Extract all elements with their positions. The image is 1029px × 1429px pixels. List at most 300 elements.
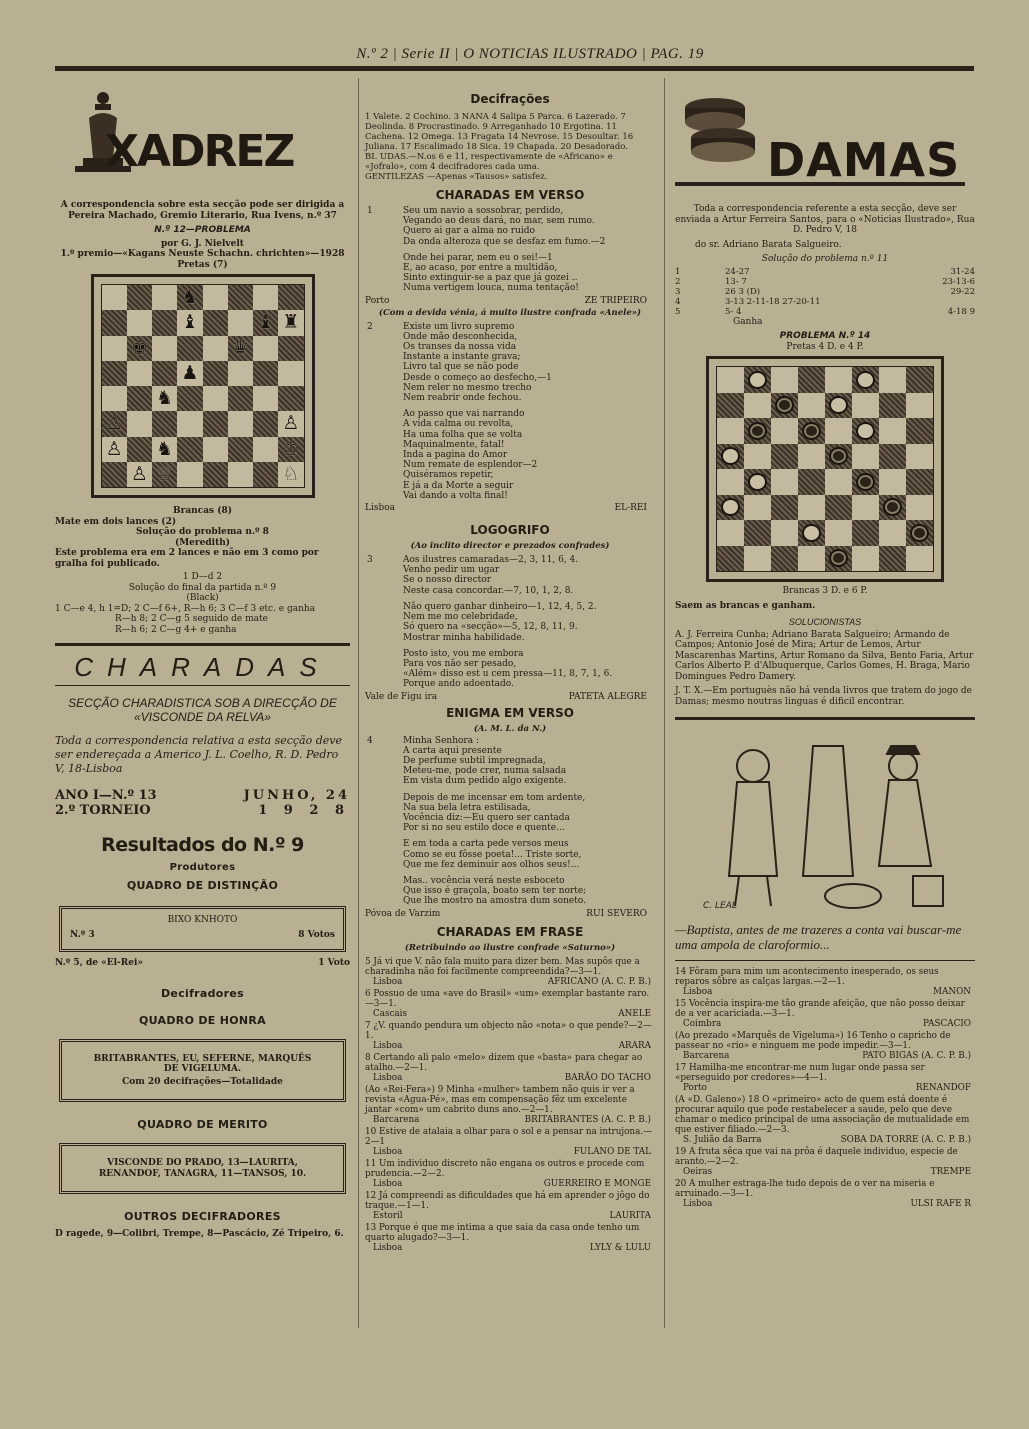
charada-signature — [675, 1083, 975, 1093]
chess-board-grid — [101, 284, 305, 488]
chess-piece-icon: ♜ — [282, 311, 300, 334]
checkers-square — [798, 367, 825, 393]
poem-line: Maquinalmente, fatal! — [403, 439, 505, 450]
checker-piece-icon — [910, 524, 929, 542]
section-rule — [55, 643, 350, 646]
poem-place: Lisboa — [365, 503, 396, 514]
charada-place: Lisboa — [373, 976, 403, 987]
checkers-square — [798, 393, 825, 419]
xadrez-logo — [55, 78, 350, 178]
solution-row — [675, 297, 975, 307]
checker-piece-icon — [829, 396, 848, 414]
charada-place: Lisboa — [373, 1178, 403, 1189]
charada-entry — [675, 1031, 975, 1061]
chess-square — [102, 361, 127, 386]
charada-entry — [675, 1179, 975, 1209]
charada-text: 12 Já compreendi as dificuldades que há em aprender o jôgo do traque.—1—1. — [365, 1190, 650, 1211]
poem-line: Seu um navio a sossobrar, perdido, — [403, 206, 564, 216]
checkers-square — [798, 418, 825, 444]
chess-piece-icon: ♙ — [282, 412, 300, 435]
chess-piece-icon: ♙ — [105, 412, 123, 435]
poem-line: Em vista dum pedido algo exigente. — [403, 776, 567, 787]
chess-square — [228, 462, 253, 487]
checkers-square — [717, 469, 744, 495]
damas-title: DAMAS — [767, 133, 961, 187]
decifracoes-title: Decifrações — [470, 92, 550, 106]
chess-piece-icon: ♞ — [156, 387, 174, 410]
charada-signature — [365, 1147, 655, 1157]
charada-text: 13 Porque é que me intima a que saia da casa onde tenho um quarto alugado?—3—1. — [365, 1222, 640, 1243]
charada-place: Lisboa — [683, 987, 713, 997]
charada-signature — [675, 1199, 975, 1209]
frase-title: CHARADAS EM FRASE — [436, 924, 584, 939]
poem-4-signature — [365, 909, 655, 919]
chess-square — [102, 285, 127, 310]
poem-author: EL-REI — [614, 503, 647, 514]
chess-square — [152, 411, 177, 436]
charada-entry — [365, 1191, 655, 1221]
column-middle — [365, 78, 655, 1255]
checkers-square — [717, 495, 744, 521]
chess-solution-author: (Meredith) — [174, 537, 231, 548]
charada-place: Coimbra — [683, 1019, 722, 1029]
checkers-square — [906, 546, 933, 572]
checkers-square — [798, 495, 825, 521]
charadas-title: CHARADAS — [74, 652, 331, 682]
charada-author: LAURITA — [609, 1210, 651, 1221]
charada-place: Lisboa — [373, 1146, 403, 1157]
checkers-square — [879, 469, 906, 495]
poem-2-dedication: (Com a devida vénia, á muito ilustre confrada «Anele») — [378, 307, 642, 318]
charada-entry — [675, 999, 975, 1029]
chess-solution-move: 1 D—d 2 — [182, 572, 223, 582]
poem-line: Ha uma folha que se volta — [403, 429, 523, 440]
poem-line: Aos ilustres camaradas—2, 3, 11, 6, 4. — [403, 555, 579, 566]
chess-square — [228, 336, 253, 361]
charada-entry — [675, 1095, 975, 1145]
chess-square — [228, 411, 253, 436]
poem-1-lines — [403, 206, 655, 294]
poem-line: Se o nosso director — [403, 575, 492, 586]
checkers-square — [825, 546, 852, 572]
checkers-square — [771, 367, 798, 393]
charada-entry — [675, 1063, 975, 1093]
solution-cell — [905, 297, 975, 307]
poem-line: Desde o começo ao desfecho,—1 — [403, 372, 552, 383]
charada-signature — [675, 1167, 975, 1177]
chess-square — [278, 285, 303, 310]
charada-author: TREMPE — [930, 1167, 971, 1177]
charada-place: Lisboa — [373, 1040, 403, 1051]
chess-square — [127, 285, 152, 310]
checkers-square — [879, 495, 906, 521]
solution-row — [675, 307, 975, 317]
poem-4 — [365, 736, 655, 907]
poem-line: Como se eu fôsse poeta!... Triste sorte, — [403, 849, 582, 860]
charada-entry — [675, 1147, 975, 1177]
decifracoes-text2: BI. UDAS.—N.os 6 e 11, respectivamente de «Africano» e «Jofralo», com 4 decifradores cada uma. — [365, 152, 613, 172]
damas-jtx-note: J. T. X.—Em portuguès não há venda livros que tratem do jogo de Damas; mesmo noutras linguas é dificil encontrar. — [675, 686, 972, 707]
chess-square — [152, 285, 177, 310]
charada-text: (Ao «Rei-Fera») 9 Minha «mulher» tambem não quis ir ver a revista «Agua-Pé», mas em compensação fêz um excelente jantar «com» um cabrito duns ano.—2—1. — [365, 1084, 635, 1115]
poem-line: De perfume subtil impregnada, — [403, 755, 546, 766]
logogrifo-dedication: (Ao inclito director e prezados confrades) — [410, 541, 610, 552]
poem-line: Mostrar minha habilidade. — [403, 632, 525, 643]
charada-place: Lisboa — [683, 1199, 713, 1209]
checker-piece-icon — [829, 447, 848, 465]
chess-square — [177, 411, 202, 436]
section-rule-thin — [55, 685, 350, 686]
checkers-board-grid — [716, 366, 934, 572]
chess-square — [253, 437, 278, 462]
charada-place: Oeiras — [683, 1167, 713, 1177]
chess-square — [102, 411, 127, 436]
chess-final-title: Solução do final da partida n.º 9 — [128, 582, 277, 593]
charada-text: (Ao prezado «Marquês de Vigeluma») 16 Tenho o capricho de passear no «rio» e ninguem me pode impedir.—3—1. — [675, 1031, 951, 1051]
cartoon-caption: —Baptista, antes de me trazeres a conta vai buscar-me uma ampola de claroformio... — [675, 922, 962, 952]
checker-piece-icon — [802, 524, 821, 542]
chess-square — [177, 462, 202, 487]
charada-author: RENANDOF — [915, 1083, 971, 1093]
quadro-honra-title: QUADRO DE HONRA — [139, 1013, 266, 1027]
checkers-square — [744, 469, 771, 495]
checkers-square — [906, 367, 933, 393]
chess-square — [253, 285, 278, 310]
chess-square — [253, 386, 278, 411]
charada-author: MANON — [933, 987, 971, 997]
chess-square — [177, 336, 202, 361]
poem-line: E em toda a carta pede versos meus — [403, 839, 569, 850]
charada-text: 7 ¿V. quando pendura um objecto não «nota» o que pende?—2—1. — [365, 1020, 652, 1041]
charada-place: Barcarena — [373, 1114, 420, 1125]
poem-line: Por si no seu estilo doce e quente... — [403, 823, 565, 834]
checkers-square — [798, 469, 825, 495]
checkers-square — [717, 367, 744, 393]
chess-square — [152, 361, 177, 386]
checkers-square — [717, 418, 744, 444]
charada-author: ARARA — [618, 1040, 651, 1051]
logogrifo-title: LOGOGRIFO — [470, 523, 550, 538]
checker-piece-icon — [748, 422, 767, 440]
poem-line: Neste casa concordar.—7, 10, 1, 2, 8. — [403, 585, 574, 596]
checkers-square — [825, 418, 852, 444]
checkers-square — [744, 444, 771, 470]
checker-piece-icon — [856, 422, 875, 440]
checkers-square — [879, 393, 906, 419]
chess-square — [203, 310, 228, 335]
charada-text: 10 Estive de atalaia a olhar para o sol e a pensar na intrujona.—2—1 — [365, 1126, 652, 1147]
checker-piece-icon — [856, 473, 875, 491]
poem-line: A vida calma ou revolta, — [403, 419, 514, 430]
column-left — [55, 78, 350, 1240]
charada-place: Estoril — [373, 1210, 403, 1221]
charada-signature — [675, 1051, 975, 1061]
charada-author: ULSI RAFE R — [910, 1199, 971, 1209]
chess-piece-icon: ♞ — [156, 437, 174, 460]
charada-author: AFRICANO (A. C. P. B.) — [547, 976, 651, 987]
quadro-distincao-title: QUADRO DE DISTINÇÃO — [126, 879, 279, 892]
poem-line: Só quero na «secção»—5, 12, 8, 11, 9. — [403, 622, 578, 633]
charadas-torneio: 2.º TORNEIO — [55, 803, 151, 818]
chess-square — [152, 310, 177, 335]
chess-square — [127, 462, 152, 487]
chess-square — [102, 336, 127, 361]
poem-line: Não quero ganhar dinheiro—1, 12, 4, 5, 2. — [403, 601, 597, 612]
poem-line: Sinto extinguir-se a paz que já gozei .. — [403, 273, 578, 284]
chess-square — [278, 462, 303, 487]
checkers-square — [852, 469, 879, 495]
damas-solution-table — [675, 267, 975, 317]
checkers-square — [879, 444, 906, 470]
solution-row — [675, 277, 975, 287]
poem-2-signature — [365, 503, 655, 513]
chess-square — [228, 361, 253, 386]
checkers-square — [879, 520, 906, 546]
chess-piece-icon: ♝ — [257, 311, 275, 334]
poem-line: Depois de me incensar em tom ardente, — [403, 792, 586, 803]
chess-square — [177, 386, 202, 411]
frases-list-middle — [365, 957, 655, 1253]
solucionistas-title: SOLUCIONISTAS — [788, 617, 862, 627]
charada-author: BARÃO DO TACHO — [564, 1072, 651, 1083]
poem-line: Quero ai gar a alma no ruido — [403, 226, 535, 237]
charada-author: ANELE — [618, 1008, 651, 1019]
checkers-square — [825, 520, 852, 546]
checkers-square — [825, 444, 852, 470]
poem-place: Porto — [365, 295, 390, 306]
poem-line: Na sua bela letra estilisada, — [403, 802, 531, 813]
chess-square — [152, 386, 177, 411]
poem-1 — [365, 206, 655, 294]
header-rule — [55, 66, 974, 71]
charada-signature — [365, 1115, 655, 1125]
chess-piece-icon: ♙ — [105, 437, 123, 460]
charada-text: 15 Vocência inspira-me tão grande afeição, que não posso deixar de a ver acariciada.—3—1. — [675, 999, 965, 1019]
chess-square — [228, 386, 253, 411]
poem-line: Nem reabrir onde fechou. — [403, 393, 522, 404]
charada-signature — [365, 977, 655, 987]
chess-solution-title: Solução do problema n.º 8 — [136, 527, 269, 537]
page-header: N.º 2 | Serie II | O NOTICIAS ILUSTRADO | PAG. 19 — [356, 46, 704, 62]
chess-problem-title: N.º 12—PROBLEMA — [154, 225, 251, 235]
distincao-box — [59, 906, 346, 952]
poem-line: Posto isto, vou me embora — [403, 648, 524, 659]
charada-entry — [365, 1053, 655, 1083]
charada-place: Lisboa — [373, 1242, 403, 1253]
charada-author: PASCACIO — [923, 1019, 971, 1029]
poem-line: Onde mão desconhecida, — [403, 331, 518, 342]
chess-square — [203, 336, 228, 361]
solution-cell: 23-13-6 — [942, 276, 975, 287]
charada-text: 19 A fruta sêca que vai na prôa é daquele individuo, especie de aranto.—2—2. — [675, 1147, 958, 1167]
checkers-square — [744, 546, 771, 572]
checkers-square — [852, 520, 879, 546]
checkers-square — [771, 469, 798, 495]
poem-line: Instante a instante grava; — [403, 352, 521, 363]
charada-author: SOBA DA TORRE (A. C. P. B.) — [840, 1135, 971, 1145]
charada-text: 17 Hamilha-me encontrar-me num lugar onde passa ser «perseguido por credores»—4—1. — [675, 1063, 925, 1083]
poem-line: Nem reler no mesmo trecho — [403, 382, 532, 393]
charada-entry — [365, 1021, 655, 1051]
charada-entry — [365, 1127, 655, 1157]
solution-row — [675, 267, 975, 277]
chess-square — [228, 437, 253, 462]
chess-square — [278, 310, 303, 335]
solution-cell: 3-13 2-11-18 27-20-11 — [725, 296, 821, 307]
poem-line: Numa vertigem louca, numa tentação! — [403, 283, 579, 294]
checkers-square — [744, 418, 771, 444]
charada-author: PATO BIGAS (A. C. P. B.) — [862, 1051, 971, 1061]
charadas-year: 1 9 2 8 — [258, 803, 350, 818]
enigma-dedication: (A. M. L. da N.) — [473, 723, 547, 734]
charada-text: (A «D. Galeno») 18 O «primeiro» acto de quem está doente é procurar aquilo que pode restabelecer a saude, pelo que deve chamar o medico principal de uma associação de mutualidade em que estiver filiado.—2—3. — [675, 1095, 970, 1135]
poem-line: Meteu-me, pode crer, numa salsada — [403, 766, 567, 777]
chess-square — [152, 336, 177, 361]
damas-white-count: Brancas 3 D. e 6 P. — [782, 586, 868, 596]
damas-saem: Saem as brancas e ganham. — [675, 600, 816, 611]
poem-line: A carta aqui presente — [403, 745, 502, 756]
chess-square — [127, 437, 152, 462]
chess-piece-icon: ♚ — [130, 336, 148, 359]
solution-cell: 26 3 (D) — [725, 286, 761, 297]
checkers-square — [744, 367, 771, 393]
chess-square — [127, 411, 152, 436]
chess-square — [127, 361, 152, 386]
poem-line: Onde hei parar, nem eu o sei!—1 — [403, 252, 553, 263]
poem-line: Da onda alteroza que se desfaz em fumo.—2 — [403, 236, 606, 247]
damas-author: do sr. Adriano Barata Salgueiro. — [695, 239, 842, 250]
checker-piece-icon — [829, 549, 848, 567]
chess-square — [253, 361, 278, 386]
checker-piece-icon — [856, 371, 875, 389]
poem-3 — [365, 555, 655, 689]
poem-line: Que isso é graçola, boato sem ter norte; — [403, 886, 587, 897]
checkers-square — [771, 520, 798, 546]
merito-box — [59, 1143, 346, 1194]
checkers-square — [744, 495, 771, 521]
poem-line: Nem me mo celebridade, — [403, 612, 518, 623]
chess-square — [127, 386, 152, 411]
checker-piece-icon — [748, 473, 767, 491]
honra-box — [59, 1039, 346, 1103]
checkers-square — [852, 367, 879, 393]
charada-text: 14 Fôram para mim um acontecimento inesperado, os seus reparos sôbre as calças largas.—2—1. — [675, 967, 939, 987]
poem-line: Quiséramos repetir, — [403, 470, 494, 481]
chess-square — [152, 462, 177, 487]
solution-cell: 5 — [675, 306, 681, 317]
charadas-torneio-row — [55, 803, 350, 818]
poem-place: Póvoa de Varzim — [365, 908, 441, 919]
chess-final-line1: 1 C—e 4, h 1=D; 2 C—f 6+, R—h 6; 3 C—f 3 etc. e ganha — [55, 603, 316, 614]
chess-board — [91, 274, 315, 498]
charada-signature — [365, 1041, 655, 1051]
chess-square — [253, 411, 278, 436]
poem-line: Que lhe mostro na amostra dum soneto. — [403, 896, 586, 907]
damas-intro: Toda a correspondencia referente a esta secção, deve ser enviada a Artur Ferreira Santos, para o «Noticias Ilustrado», Rua D. Pedro V, 18 — [675, 204, 975, 235]
poem-line: Vocência diz:—Eu quero ser cantada — [403, 812, 570, 823]
outros-names: D ragede, 9—Colibri, Trempe, 8—Pascácio, Zé Tripeiro, 6. — [55, 1229, 344, 1239]
poem-line: Para vos não ser pesado, — [403, 658, 517, 669]
chess-square — [102, 386, 127, 411]
solucionistas-list: A. J. Ferreira Cunha; Adriano Barata Salgueiro; Armando de Campos; Antonio José de Mira; Artur de Lemos, Artur Mascarenhas Martins, Artur Romano da Silva, Bento Faria, Artur Carlos Alberto P. d'Albuquerque, Carlos Gomes, H. Braga, Mario Domingues Pedro Damery. — [675, 629, 974, 682]
chess-square — [152, 437, 177, 462]
frase-dedication: (Retribuindo ao ilustre confrade «Saturno») — [404, 942, 616, 953]
poem-number: 2 — [367, 321, 373, 332]
decifracoes-text3: GENTILEZAS —Apenas «Tausos» satisfez. — [365, 172, 548, 182]
charada-signature — [365, 1243, 655, 1253]
section-rule — [675, 717, 975, 720]
checkers-square — [717, 520, 744, 546]
solution-cell: 1 — [675, 266, 681, 277]
poem-number: 3 — [367, 555, 373, 566]
poem-number: 1 — [367, 206, 373, 216]
checkers-square — [825, 495, 852, 521]
charada-author: GUERREIRO E MONGE — [543, 1178, 651, 1189]
checkers-square — [717, 393, 744, 419]
poem-line: Num remate de esplendor—2 — [403, 460, 538, 471]
charada-text: 20 A mulher estraga-lhe tudo depois de o ver na miseria e arruinado.—3—1. — [675, 1179, 935, 1199]
section-rule-thin — [675, 960, 975, 961]
poem-4-lines — [403, 736, 655, 907]
distincao-number: N.º 3 — [70, 929, 95, 940]
checkers-square — [852, 393, 879, 419]
poem-line: Mas.. vocência verá neste esboceto — [403, 875, 565, 886]
charada-place: Lisboa — [373, 1072, 403, 1083]
charada-author: FULANO DE TAL — [573, 1146, 651, 1157]
charada-place: Barcarena — [683, 1051, 730, 1061]
solution-cell: 29-22 — [950, 286, 975, 297]
poem-line: Venho pedir um ugar — [403, 565, 500, 576]
chess-square — [177, 285, 202, 310]
checkers-square — [879, 546, 906, 572]
charada-entry — [365, 1159, 655, 1189]
chess-prize: 1.º premio—«Kagans Neuste Schachn. chrichten»—1928 — [60, 249, 345, 259]
chess-square — [177, 361, 202, 386]
chess-black-count: Pretas (7) — [177, 259, 228, 270]
chess-piece-icon: ♞ — [181, 286, 199, 309]
charada-text: 5 Já vi que V. não fala muito para dizer bem. Mas supôs que a charadinha não foi facilmente compreendida?—3—1. — [365, 956, 640, 977]
chess-square — [203, 437, 228, 462]
checkers-square — [825, 469, 852, 495]
poem-line: Que me fez deminuir aos olhos seus!... — [403, 859, 580, 870]
poem-line: Existe um livro supremo — [403, 321, 515, 332]
charada-signature — [365, 1009, 655, 1019]
cartoon-illustration — [693, 726, 958, 916]
column-divider-2 — [664, 78, 665, 1328]
poem-line: Vai dando a volta final! — [403, 490, 508, 501]
outros-title: OUTROS DECIFRADORES — [124, 1210, 281, 1223]
checkers-square — [906, 393, 933, 419]
poem-line: «Além» disso est u cem pressa—11, 8, 7, 1, 6. — [403, 669, 613, 680]
checkers-square — [906, 444, 933, 470]
charada-place: S. Julião da Barra — [683, 1135, 762, 1145]
checkers-square — [771, 393, 798, 419]
checkers-square — [771, 546, 798, 572]
charada-entry — [365, 957, 655, 987]
chess-square — [127, 336, 152, 361]
charada-author: LYLY & LULU — [589, 1242, 651, 1253]
solution-cell: 13- 7 — [725, 276, 747, 287]
checkers-board — [706, 356, 944, 582]
chess-square — [278, 336, 303, 361]
solution-cell: 4-18 9 — [947, 306, 975, 317]
poem-3-lines — [403, 555, 655, 689]
chess-square — [177, 310, 202, 335]
charada-signature — [365, 1073, 655, 1083]
cartoon-drawing — [693, 726, 958, 916]
chess-square — [102, 462, 127, 487]
chess-square — [203, 386, 228, 411]
